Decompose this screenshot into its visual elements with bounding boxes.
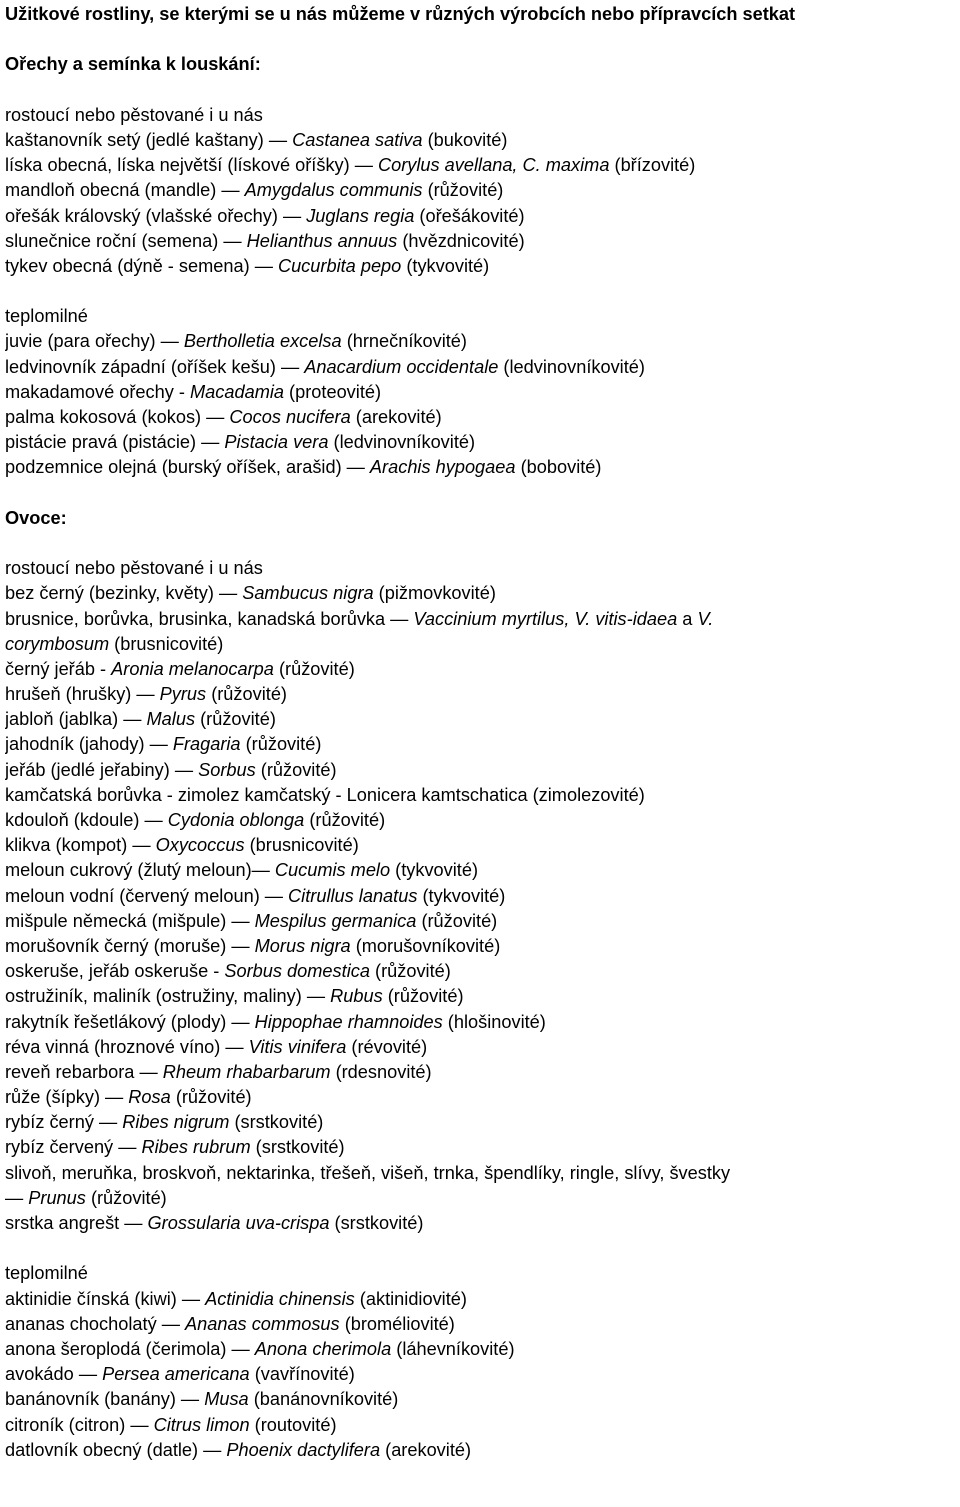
entry-text: slivoň, meruňka, broskvoň, nektarinka, třešeň, višeň, trnka, špendlíky, ringle, slívy, švestky — [5, 1162, 731, 1183]
latin-name: Aronia melanocarpa — [111, 658, 274, 679]
entry-text: (růžovité) — [416, 910, 498, 931]
latin-name: Malus — [146, 709, 196, 730]
latin-name: Castanea sativa — [292, 129, 423, 150]
plant-entry — [5, 1060, 957, 1085]
entry-text: (hrnečníkovité) — [341, 331, 467, 352]
entry-text: (vavřínovité) — [249, 1364, 355, 1385]
plant-entry — [5, 355, 957, 380]
latin-name: Actinidia chinensis — [205, 1288, 355, 1309]
entry-text: (srstkovité) — [229, 1112, 324, 1133]
entry-text: (růžovité) — [422, 180, 504, 201]
entry-text: podzemnice olejná (burský oříšek, arašid) — — [5, 457, 370, 478]
entry-text: kdouloň (kdoule) — — [5, 810, 168, 830]
latin-name: Ananas commosus — [184, 1313, 340, 1334]
entry-text: klikva (kompot) — — [5, 835, 156, 856]
entry-text: (břízovité) — [609, 155, 696, 176]
entry-text: (aktinidiovité) — [354, 1288, 467, 1309]
plant-entry — [5, 833, 957, 858]
entry-text: bez černý (bezinky, květy) — — [5, 583, 243, 604]
entry-text: (banánovníkovité) — [248, 1389, 399, 1410]
entry-text: (ořešákovité) — [414, 205, 525, 226]
latin-name: Sorbus domestica — [224, 961, 370, 982]
latin-name: corymbosum — [5, 633, 110, 654]
plant-entry — [5, 1085, 957, 1110]
entry-text: meloun vodní (červený meloun) — — [5, 885, 289, 906]
plant-list — [5, 329, 957, 480]
entry-text: (tykvovité) — [401, 255, 490, 276]
latin-name: Ribes rubrum — [141, 1137, 251, 1158]
entry-text: mandloň obecná (mandle) — — [5, 180, 245, 201]
plant-entry — [5, 1387, 957, 1412]
plant-entry — [5, 380, 957, 405]
latin-name: Fragaria — [172, 734, 241, 755]
spacer — [5, 481, 957, 506]
entry-text: (hlošinovité) — [442, 1011, 546, 1032]
latin-name: Helianthus annuus — [246, 230, 398, 251]
plant-entry — [5, 153, 957, 178]
entry-text: jeřáb (jedlé jeřabiny) — — [5, 759, 199, 780]
latin-name: Rubus — [330, 986, 383, 1007]
entry-text: datlovník obecný (datle) — — [5, 1439, 227, 1460]
entry-text: (růžovité) — [195, 709, 276, 730]
entry-text: (broméliovité) — [339, 1313, 455, 1334]
entry-text: (tykvovité) — [390, 860, 479, 881]
section-fruit — [5, 506, 957, 1463]
plant-entry — [5, 1337, 957, 1362]
plant-entry — [5, 430, 957, 455]
entry-text: srstka angrešt — — [5, 1213, 148, 1233]
entry-text: (růžovité) — [206, 684, 287, 705]
document-page — [5, 0, 957, 1463]
latin-name: Cucumis melo — [274, 860, 391, 881]
latin-name: Arachis hypogaea — [369, 457, 516, 478]
entry-text: rybíz černý — — [5, 1112, 123, 1133]
plant-entry — [5, 329, 957, 354]
plant-entry — [5, 632, 957, 657]
plant-entry — [5, 581, 957, 606]
plant-entry — [5, 178, 957, 203]
plant-entry — [5, 959, 957, 984]
entry-text: (arekovité) — [380, 1439, 472, 1460]
entry-text: (routovité) — [249, 1414, 337, 1435]
entry-text: citroník (citron) — — [5, 1414, 154, 1435]
plant-entry — [5, 405, 957, 430]
entry-text: (révovité) — [346, 1036, 428, 1057]
entry-text: (ledvinovníkovité) — [328, 432, 476, 453]
entry-text: (brusnicovité) — [109, 633, 224, 654]
entry-text: (růžovité) — [170, 1087, 252, 1108]
entry-text: slunečnice roční (semena) — — [5, 230, 247, 251]
plant-entry — [5, 128, 957, 153]
plant-entry — [5, 808, 957, 833]
entry-text: (hvězdnicovité) — [397, 230, 525, 251]
latin-name: Pistacia vera — [224, 432, 329, 453]
entry-text: (růžovité) — [273, 658, 355, 679]
spacer — [5, 1236, 957, 1261]
entry-text: anona šeroplodá (čerimola) — — [5, 1338, 255, 1359]
entry-text: kamčatská borůvka - zimolez kamčatský - Lonicera kamtschatica (zimolezovité) — [5, 784, 645, 805]
plant-entry — [5, 1211, 957, 1236]
entry-text: (láhevníkovité) — [391, 1338, 515, 1359]
spacer — [5, 531, 957, 556]
section-nuts — [5, 52, 957, 480]
group-label: rostoucí nebo pěstované i u nás — [5, 104, 263, 125]
latin-name: Citrullus lanatus — [288, 885, 418, 906]
entry-text: (pižmovkovité) — [373, 583, 496, 604]
plant-list — [5, 128, 957, 279]
latin-name: Vaccinium myrtilus, V. vitis-idaea — [413, 608, 678, 629]
entry-text: morušovník černý (moruše) — — [5, 935, 255, 956]
document-title: Užitkové rostliny, se kterými se u nás můžeme v různých výrobcích nebo přípravcích setkat — [5, 4, 796, 24]
plant-entry — [5, 1010, 957, 1035]
entry-text: (růžovité) — [382, 986, 464, 1007]
latin-name: Mespilus germanica — [254, 910, 417, 931]
entry-text: banánovník (banány) — — [5, 1389, 205, 1410]
plant-entry — [5, 909, 957, 934]
group-label: rostoucí nebo pěstované i u nás — [5, 558, 263, 579]
section-heading: Ořechy a semínka k louskání: — [5, 54, 261, 75]
latin-name: V. — [697, 608, 714, 629]
latin-name: Vitis vinifera — [248, 1036, 347, 1057]
latin-name: Corylus avellana, C. maxima — [377, 155, 610, 176]
entry-text: reveň rebarbora — — [5, 1061, 163, 1082]
latin-name: Pyrus — [159, 684, 207, 705]
plant-entry — [5, 1035, 957, 1060]
latin-name: Persea americana — [102, 1364, 250, 1385]
entry-text: avokádo — — [5, 1364, 103, 1385]
plant-entry — [5, 858, 957, 883]
plant-entry — [5, 1362, 957, 1387]
entry-text: a — [677, 608, 698, 629]
latin-name: Bertholletia excelsa — [183, 331, 342, 352]
latin-name: Phoenix dactylifera — [226, 1439, 381, 1460]
entry-text: rakytník řešetlákový (plody) — — [5, 1011, 255, 1032]
plant-entry — [5, 758, 957, 783]
plant-entry — [5, 884, 957, 909]
plant-entry — [5, 1110, 957, 1135]
entry-text: pistácie pravá (pistácie) — — [5, 432, 225, 453]
entry-text: rybíz červený — — [5, 1137, 142, 1158]
entry-text: líska obecná, líska největší (lískové oříšky) — — [5, 155, 378, 176]
latin-name: Cydonia oblonga — [167, 810, 305, 830]
latin-name: Morus nigra — [254, 935, 351, 956]
entry-text: oskeruše, jeřáb oskeruše - — [5, 961, 225, 982]
latin-name: Macadamia — [189, 381, 284, 402]
entry-text: (růžovité) — [369, 961, 451, 982]
latin-name: Hippophae rhamnoides — [254, 1011, 443, 1032]
plant-entry — [5, 1413, 957, 1438]
plant-entry — [5, 783, 957, 808]
entry-text: (růžovité) — [255, 759, 337, 780]
latin-name: Anacardium occidentale — [304, 356, 499, 377]
plant-entry — [5, 934, 957, 959]
entry-text: (tykvovité) — [417, 885, 506, 906]
spacer — [5, 78, 957, 103]
latin-name: Musa — [204, 1389, 249, 1410]
latin-name: Cucurbita pepo — [277, 255, 402, 276]
entry-text: ledvinovník západní (oříšek kešu) — — [5, 356, 305, 377]
spacer — [5, 27, 957, 52]
entry-text: tykev obecná (dýně - semena) — — [5, 255, 278, 276]
entry-text: (proteovité) — [284, 381, 382, 402]
plant-entry — [5, 1287, 957, 1312]
entry-text: — — [5, 1187, 29, 1208]
group-label: teplomilné — [5, 306, 88, 327]
entry-text: ostružiník, maliník (ostružiny, maliny) — — [5, 986, 331, 1007]
latin-name: Sambucus nigra — [242, 583, 374, 604]
entry-text: meloun cukrový (žlutý meloun)— — [5, 860, 275, 881]
entry-text: (růžovité) — [240, 734, 322, 755]
entry-text: kaštanovník setý (jedlé kaštany) — — [5, 129, 293, 150]
plant-entry — [5, 1438, 957, 1463]
entry-text: (brusnicovité) — [244, 835, 359, 856]
latin-name: Ribes nigrum — [122, 1112, 230, 1133]
entry-text: mišpule německá (mišpule) — — [5, 910, 255, 931]
entry-text: palma kokosová (kokos) — — [5, 407, 230, 427]
entry-text: jabloň (jablka) — — [5, 709, 147, 730]
plant-entry — [5, 1161, 957, 1186]
entry-text: (ledvinovníkovité) — [498, 356, 645, 377]
plant-entry — [5, 657, 957, 682]
entry-text: hrušeň (hrušky) — — [5, 684, 160, 705]
entry-text: ananas chocholatý — — [5, 1313, 185, 1334]
plant-entry — [5, 229, 957, 254]
group-label: teplomilné — [5, 1263, 88, 1284]
plant-entry — [5, 984, 957, 1009]
entry-text: juvie (para ořechy) — — [5, 331, 184, 352]
entry-text: (rdesnovité) — [330, 1061, 432, 1082]
plant-entry — [5, 254, 957, 279]
latin-name: Rheum rhabarbarum — [162, 1061, 331, 1082]
latin-name: Citrus limon — [153, 1414, 250, 1435]
plant-entry — [5, 1186, 957, 1211]
latin-name: Juglans regia — [306, 205, 415, 226]
latin-name: Oxycoccus — [155, 835, 245, 856]
entry-text: růže (šípky) — — [5, 1087, 129, 1108]
latin-name: Rosa — [128, 1087, 171, 1108]
latin-name: Anona cherimola — [254, 1338, 392, 1359]
entry-text: (srstkovité) — [329, 1213, 424, 1233]
entry-text: černý jeřáb - — [5, 658, 112, 679]
plant-entry — [5, 455, 957, 480]
latin-name: Grossularia uva-crispa — [147, 1213, 330, 1233]
entry-text: aktinidie čínská (kiwi) — — [5, 1288, 206, 1309]
plant-entry — [5, 682, 957, 707]
entry-text: (srstkovité) — [250, 1137, 345, 1158]
plant-entry — [5, 707, 957, 732]
plant-entry — [5, 607, 957, 632]
entry-text: (arekovité) — [350, 407, 442, 427]
latin-name: Prunus — [28, 1187, 86, 1208]
entry-text: (růžovité) — [304, 810, 386, 830]
entry-text: (bobovité) — [515, 457, 602, 478]
entry-text: brusnice, borůvka, brusinka, kanadská borůvka — — [5, 608, 414, 629]
entry-text: réva vinná (hroznové víno) — — [5, 1036, 249, 1057]
plant-list — [5, 581, 957, 1236]
entry-text: (růžovité) — [85, 1187, 167, 1208]
entry-text: makadamové ořechy - — [5, 381, 190, 402]
plant-entry — [5, 204, 957, 229]
plant-entry — [5, 1135, 957, 1160]
latin-name: Sorbus — [198, 759, 256, 780]
plant-entry — [5, 1312, 957, 1337]
section-heading: Ovoce: — [5, 507, 67, 528]
latin-name: Cocos nucifera — [229, 407, 351, 427]
plant-entry — [5, 732, 957, 757]
spacer — [5, 279, 957, 304]
latin-name: Amygdalus communis — [244, 180, 423, 201]
entry-text: ořešák královský (vlašské ořechy) — — [5, 205, 307, 226]
plant-list — [5, 1287, 957, 1463]
entry-text: (morušovníkovité) — [350, 935, 501, 956]
entry-text: jahodník (jahody) — — [5, 734, 173, 755]
entry-text: (bukovité) — [422, 129, 508, 150]
